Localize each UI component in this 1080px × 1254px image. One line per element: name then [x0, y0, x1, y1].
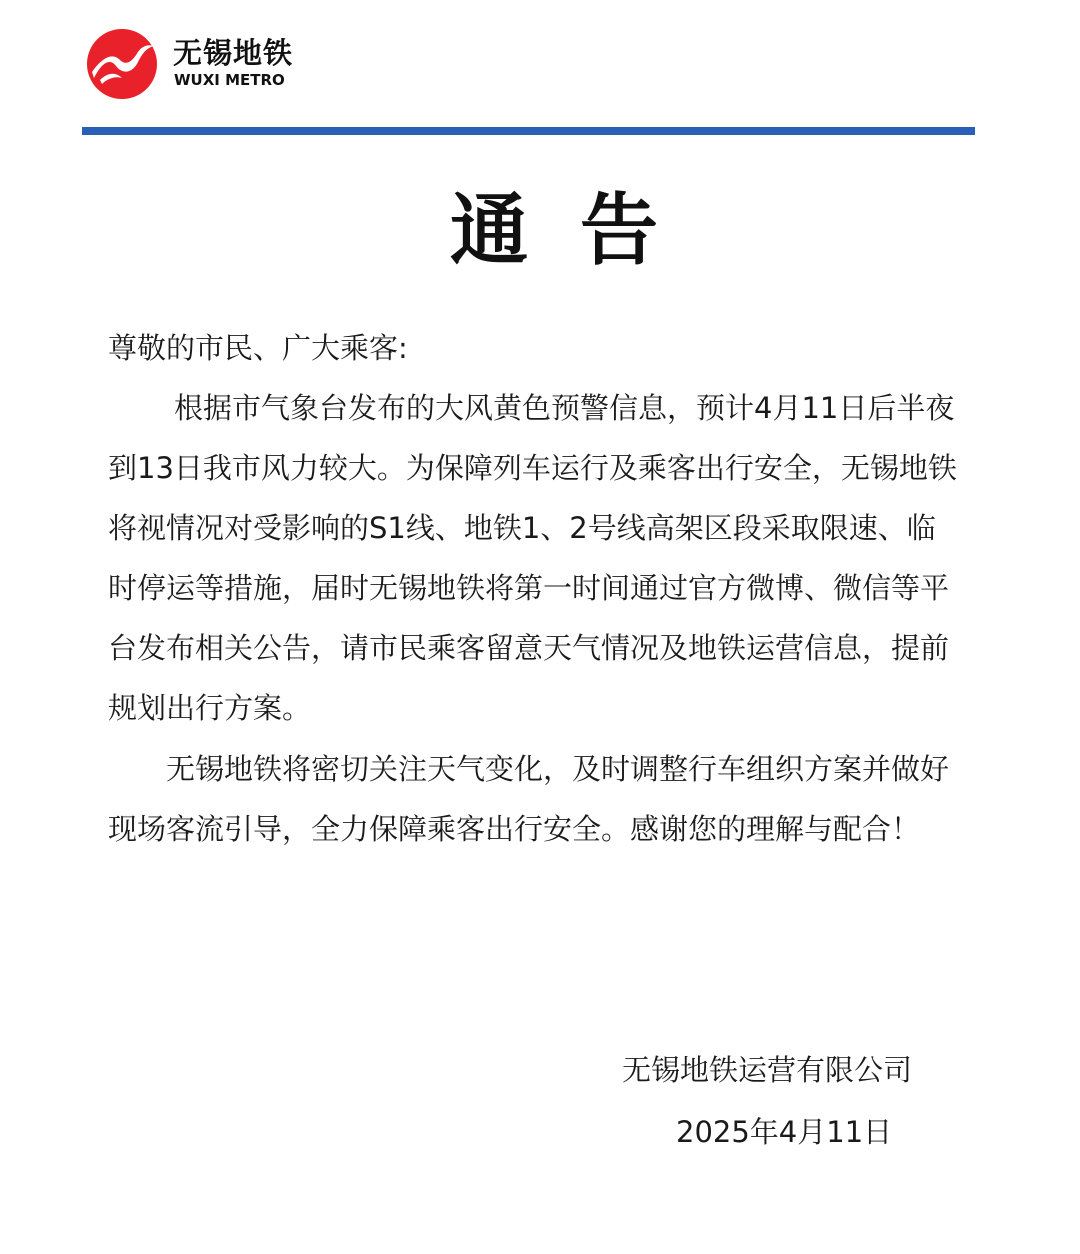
signature-company: 无锡地铁运营有限公司: [622, 1053, 913, 1087]
notice-paragraph-1: 根据市气象台发布的大风黄色预警信息，预计4月11日后半夜到13日我市风力较大。为保障列车运行及乘客出行安全，无锡地铁将视情况对受影响的S1线、地铁1、2号线高架区段采取限速、临时停运等措施，届时无锡地铁将第一时间通过官方微博、微信等平台发布相关公告，请市民乘客留意天气情况及地铁运营信息，提前规划出行方案。: [108, 391, 957, 725]
logo-name-cn: 无锡地铁: [173, 36, 294, 70]
logo-name-en: WUXI METRO: [174, 71, 285, 89]
notice-title: 通告: [449, 186, 710, 276]
notice-paragraph-2: 无锡地铁将密切关注天气变化，及时调整行车组织方案并做好现场客流引导，全力保障乘客出行安全。感谢您的理解与配合！: [108, 752, 950, 846]
header-divider: [82, 127, 975, 135]
signature-date: 2025年4月11日: [676, 1115, 893, 1149]
notice-salutation: 尊敬的市民、广大乘客:: [108, 331, 408, 365]
wuxi-metro-logo-icon: [86, 28, 158, 100]
